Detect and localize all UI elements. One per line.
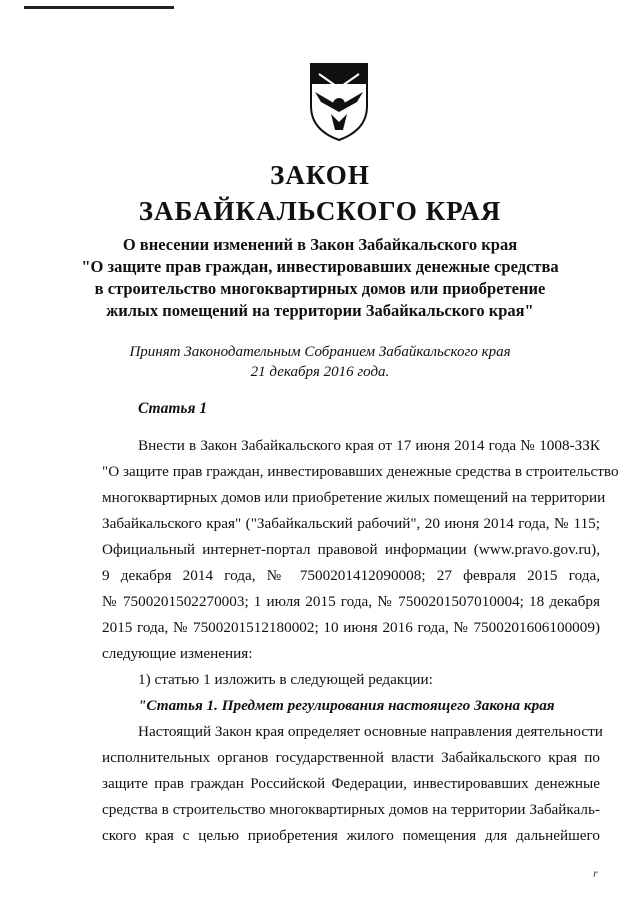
law-subtitle-line: "О защите прав граждан, инвестировавших денежные средства [81, 257, 559, 276]
body-line: Настоящий Закон края определяет основные направления деятельности [138, 723, 603, 740]
body-line: средства в строительство многоквартирных домов на территории Забайкаль- [102, 801, 600, 818]
body-line: 2015 года, № 7500201512180002; 10 июня 2016 года, № 7500201606100009) [102, 619, 600, 636]
law-subtitle-line: жилых помещений на территории Забайкальского края" [106, 301, 534, 320]
adoption-date: 21 декабря 2016 года. [250, 364, 390, 380]
body-line: "О защите прав граждан, инвестировавших денежные средства в строительство [102, 463, 619, 480]
body-line: № 7500201502270003; 1 июля 2015 года, № 7500201507010004; 18 декабря [102, 593, 600, 610]
coat-of-arms-icon [305, 62, 373, 142]
body-line: 9 декабря 2014 года, № 7500201412090008; 27 февраля 2015 года, [102, 567, 600, 584]
body-line: защите прав граждан Российской Федерации, инвестировавших денежные [102, 775, 600, 792]
body-line: Забайкальского края" ("Забайкальский рабочий", 20 июня 2014 года, № 115; [102, 515, 600, 532]
body-line: ского края с целью приобретения жилого помещения для дальнейшего [102, 827, 600, 844]
body-line: 1) статью 1 изложить в следующей редакции: [138, 671, 433, 688]
article-1-heading: "Статья 1. Предмет регулирования настоящего Закона края [138, 697, 555, 714]
body-line: Официальный интернет-портал правовой информации (www.pravo.gov.ru), [102, 541, 600, 558]
article-heading: Статья 1 [138, 400, 208, 417]
law-region: ЗАБАЙКАЛЬСКОГО КРАЯ [138, 196, 502, 226]
top-rule [24, 6, 174, 9]
body-line: исполнительных органов государственной власти Забайкальского края по [102, 749, 600, 766]
document-body [102, 433, 619, 849]
law-subtitle-line: в строительство многоквартирных домов или приобретение [94, 279, 546, 298]
page-mark: r [593, 866, 598, 880]
adoption-note: Принят Законодательным Собранием Забайкальского края [129, 344, 511, 360]
law-title: ЗАКОН [270, 160, 370, 190]
body-line: многоквартирных домов или приобретение жилых помещений на территории [102, 489, 606, 506]
body-line: Внести в Закон Забайкальского края от 17 июня 2014 года № 1008-ЗЗК [138, 437, 600, 454]
body-line: следующие изменения: [102, 645, 253, 662]
law-subtitle-line: О внесении изменений в Закон Забайкальского края [122, 235, 518, 254]
